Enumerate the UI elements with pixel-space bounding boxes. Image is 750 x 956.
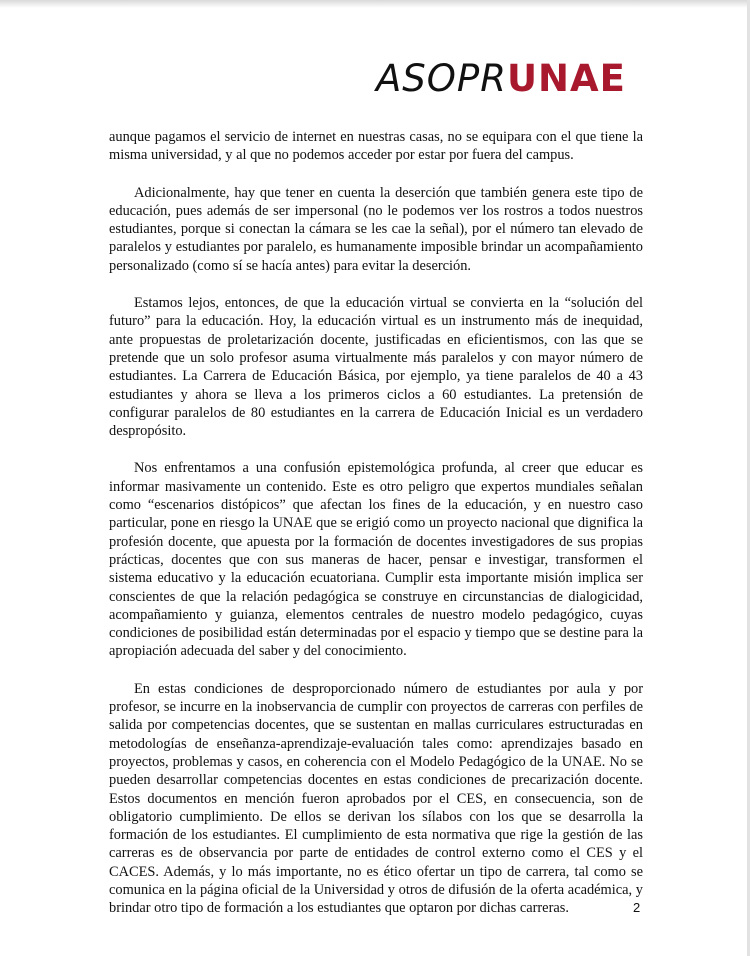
logo-text-unae: UNAE bbox=[506, 57, 626, 100]
paragraph-educacion-virtual: Estamos lejos, entonces, de que la educación virtual se convierta en la “solución del futuro” para la educación. Hoy, la educación virtual es un instrumento más de inequidad, ante propuestas de proletarización docente, justificadas en eficientismos, con las que se pretende que un solo profesor asuma virtualmente más paralelos y con mayor número de estudiantes. La Carrera de Educación Básica, por ejemplo, ya tiene paralelos de 40 a 43 estudiantes y ahora se lleva a los primeros ciclos a 60 estudiantes. La pretensión de configurar paralelos de 80 estudiantes en la carrera de Educación Inicial es un verdadero despropósito. bbox=[109, 295, 643, 440]
paragraph-confusion-epistemologica: Nos enfrentamos a una confusión epistemológica profunda, al creer que educar es informar masivamente un contenido. Este es otro peligro que expertos mundiales señalan como “escenarios distópicos” que afectan los fines de la educación, y en nuestro caso particular, pone en riesgo la UNAE que se erigió como un proyecto nacional que dignifica la profesión docente, que apuesta por la formación de docentes investigadores de sus propias prácticas, docentes que con sus maneras de hacer, pensar e investigar, transformen el sistema educativo y la educación ecuatoriana. Cumplir esta importante misión implica ser conscientes de que la relación pedagógica se construye en circunstancias de dialogicidad, acompañamiento y guianza, elementos centrales de nuestro modelo pedagógico, cuyas condiciones de posibilidad están determinadas por el espacio y tiempo que se destine para la apropiación adecuada del saber y del conocimiento. bbox=[109, 460, 643, 660]
paragraph-continuation: aunque pagamos el servicio de internet en nuestras casas, no se equipara con el que tiene la misma universidad, y al que no podemos acceder por estar por fuera del campus. bbox=[109, 129, 643, 164]
paragraph-desercion: Adicionalmente, hay que tener en cuenta la deserción que también genera este tipo de educación, pues además de ser impersonal (no le podemos ver los rostros a todos nuestros estudiantes, porque si conectan la cámara se les cae la señal), por el número tan elevado de paralelos y estudiantes por paralelo, es humanamente imposible brindar un acompañamiento personalizado (como sí se hacía antes) para evitar la deserción. bbox=[109, 184, 643, 274]
document-body bbox=[109, 128, 643, 937]
page-edge-shadow bbox=[0, 0, 750, 8]
asoprunae-logo bbox=[376, 57, 626, 100]
paragraph-condiciones: En estas condiciones de desproporcionado número de estudiantes por aula y por profesor, se incurre en la inobservancia de cumplir con proyectos de carreras con perfiles de salida por competencias docentes, que se sustentan en mallas curriculares estructuradas en metodologías de enseñanza-aprendizaje-evaluación tales como: aprendizajes basado en proyectos, problemas y casos, en coherencia con el Modelo Pedagógico de la UNAE. No se pueden desarrollar competencias docentes en estas condiciones de precarización docente. Estos documentos en mención fueron aprobados por el CES, en consecuencia, son de obligatorio cumplimiento. De ellos se derivan los sílabos con los que se desarrolla la formación de los estudiantes. El cumplimiento de esta normativa que rige la gestión de las carreras es de observancia por parte de entidades de control externo como el CES y el CACES. Además, y lo más importante, no es ético ofertar un tipo de carrera, tal como se comunica en la página oficial de la Universidad y otros de difusión de la oferta académica, y brindar otro tipo de formación a los estudiantes que optaron por dichas carreras. bbox=[109, 680, 643, 917]
logo-text-asopr: ASOPR bbox=[376, 57, 507, 100]
page-number: 2 bbox=[633, 900, 641, 915]
